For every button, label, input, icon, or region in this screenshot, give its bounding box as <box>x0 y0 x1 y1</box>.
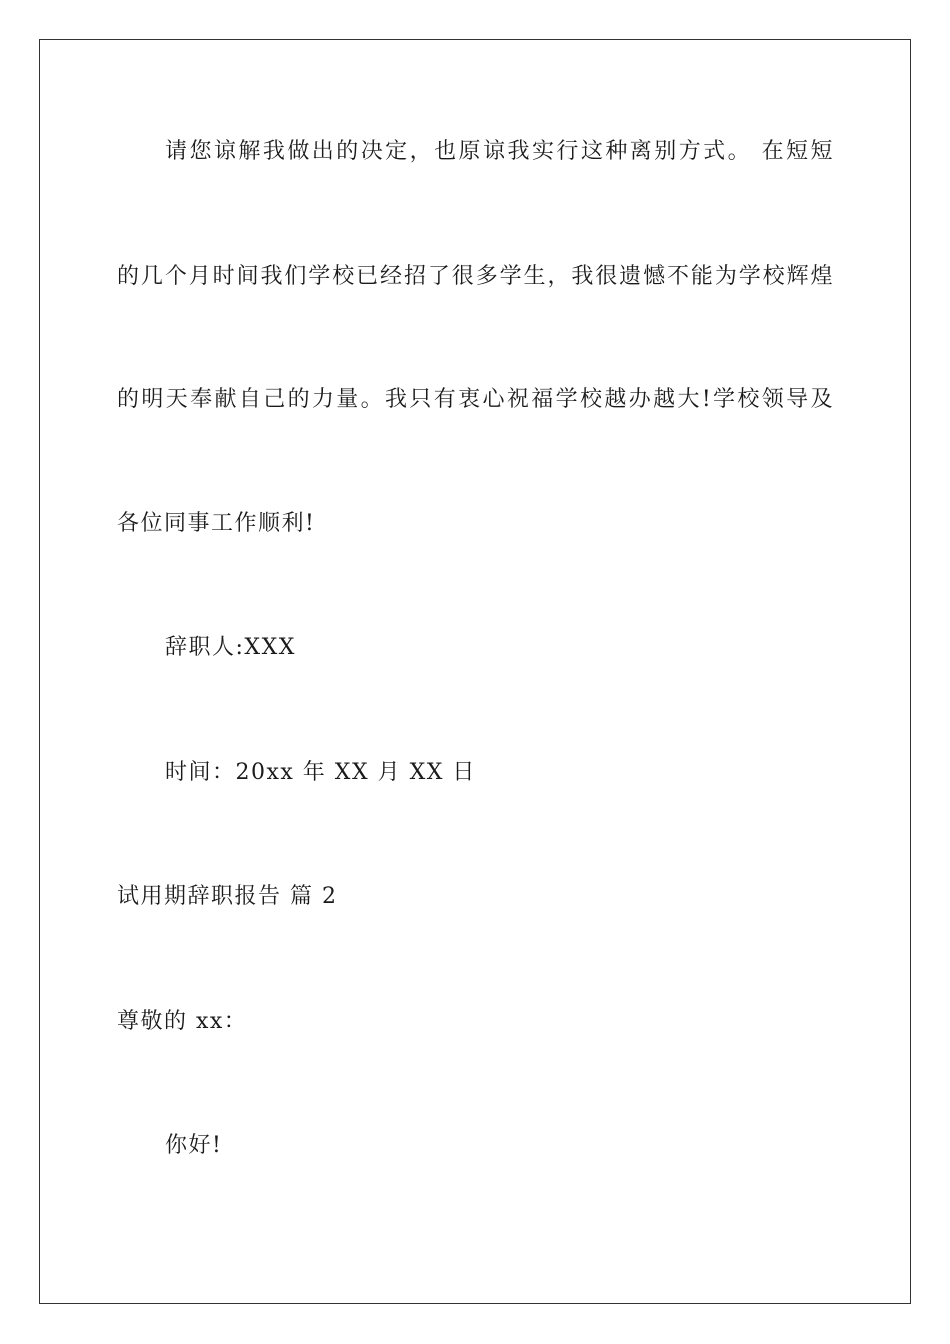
paragraph-line-1: 请您谅解我做出的决定，也原谅我实行这种离别方式。 在短短 <box>165 139 833 164</box>
paragraph-line-3: 的明天奉献自己的力量。我只有衷心祝福学校越办越大!学校领导及 <box>117 387 833 412</box>
date-line: 时间：20xx 年 XX 月 XX 日 <box>165 760 476 785</box>
salutation: 尊敬的 xx： <box>117 1009 248 1034</box>
paragraph-line-4: 各位同事工作顺利! <box>117 511 316 536</box>
paragraph-line-2: 的几个月时间我们学校已经招了很多学生，我很遗憾不能为学校辉煌 <box>117 264 833 289</box>
section-title: 试用期辞职报告 篇 2 <box>117 884 338 909</box>
greeting: 你好! <box>165 1133 223 1158</box>
signature-line: 辞职人:XXX <box>165 635 296 660</box>
page-frame <box>39 39 911 1304</box>
